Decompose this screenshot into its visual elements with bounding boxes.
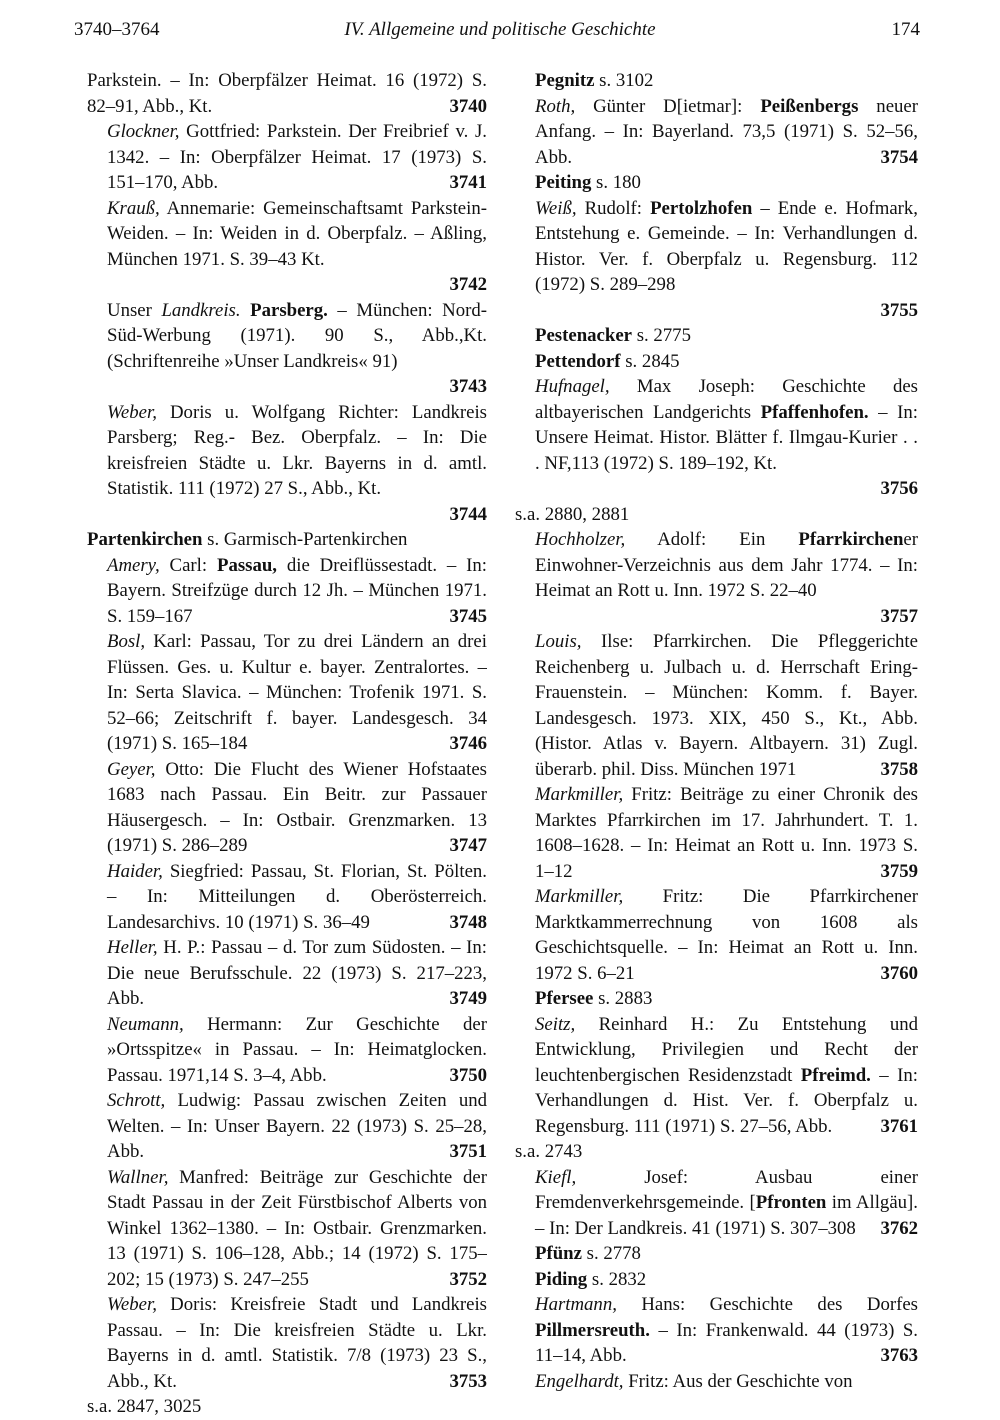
entry-text: Max Joseph: Geschichte des altbayerischen Landgerichts	[535, 376, 918, 423]
entry-3754	[515, 94, 918, 171]
entry-author: Schrott,	[107, 1090, 166, 1111]
entry-text: Fritz: Die Pfarrkirchener Marktkammerrechnung von 1608 als Geschichtsquelle. – In: Heimat an Rott u. Inn. 1972 S. 6–21	[535, 886, 918, 984]
entry-text: Siegfried: Passau, St. Florian, St. Pölten. – In: Mitteilungen d. Oberösterreich. Landesarchivs. 10 (1971) S. 36–49	[107, 860, 487, 933]
entry-author: Roth,	[535, 95, 576, 117]
entry-author: Haider,	[107, 860, 163, 882]
place-name: Passau,	[216, 554, 277, 576]
cross-reference	[515, 1241, 918, 1267]
entry-number: 3741	[449, 172, 487, 193]
place-name: Pfronten	[755, 1192, 827, 1213]
running-title: IV. Allgemeine und politische Geschichte	[344, 19, 656, 40]
entry-3742	[87, 196, 487, 273]
entry-text: Doris: Kreisfreie Stadt und Landkreis Passau. – In: Die kreisfreien Städte u. Lkr. Bayerns in d. amtl. Statistik. 7/8 (1973) 23 S., Abb., Kt.	[107, 1294, 487, 1392]
place-name: Pfarrkirchen	[798, 529, 904, 550]
entry-number: 3756	[880, 478, 918, 499]
entry-author: Geyer,	[107, 758, 156, 780]
entry-3757	[515, 527, 918, 604]
entry-author: Engelhardt,	[535, 1370, 624, 1392]
entry-3755	[515, 196, 918, 298]
entry-number: 3753	[449, 1370, 487, 1392]
entry-3749	[87, 935, 487, 1012]
entry-text: Hans: Geschichte des Dorfes	[616, 1294, 918, 1315]
entry-3740	[87, 68, 487, 119]
entry-text: s. 180	[591, 172, 641, 193]
place-name: Peißenbergs	[760, 95, 859, 117]
entry-author: Hartmann,	[535, 1294, 617, 1315]
place-name: Pfaffenhofen.	[760, 401, 869, 423]
entry-text: Fritz: Aus der Geschichte von	[623, 1370, 853, 1392]
entry-3758	[515, 629, 918, 782]
place-name: Pfersee	[535, 988, 594, 1009]
entry-text: Parkstein. – In: Oberpfälzer Heimat. 16 (1972) S. 82–91, Abb., Kt.	[87, 70, 487, 117]
entry-author: Heller,	[107, 937, 158, 958]
entry-author: Hochholzer,	[535, 529, 626, 550]
entry-text: s. 2832	[587, 1268, 647, 1290]
entry-number: 3749	[449, 988, 487, 1009]
place-name: Pegnitz	[535, 70, 595, 91]
entry-author: Seitz,	[535, 1013, 576, 1035]
entry-text: Ilse: Pfarrkirchen. Die Pfleggerichte Reichenberg u. Julbach u. d. Herrschaft Ering-Frauenstein. – München: Komm. f. Bayer. Landesgesch. 1973. XIX, 450 S., Kt., Abb. (Histor. Atlas v. Bayern. Altbayern. 31) Zugl. überarb. phil. Diss. München 1971	[535, 631, 918, 780]
entry-3762	[515, 1165, 918, 1242]
see-also: s.a. 2880, 2881	[515, 503, 630, 525]
page-number: 174	[891, 19, 920, 40]
entry-number: 3760	[880, 962, 918, 984]
entry-text: Günter D[ietmar]:	[575, 95, 761, 117]
entry-author: Neumann,	[107, 1013, 184, 1035]
entry-text: Manfred: Beiträge zur Geschichte der Stadt Passau in der Zeit Fürstbischof Alberts von Winkel 1362–1380. – In: Ostbair. Grenzmarken. 13 (1971) S. 106–128, Abb.; 14 (1972) S. 175–202; 15 (1973) S. 247–255	[107, 1166, 487, 1290]
entry-3759	[515, 782, 918, 884]
entry-text: Hermann: Zur Geschichte der »Ortsspitze« in Passau. – In: Heimatglocken. Passau. 1971,14 S. 3–4, Abb.	[107, 1013, 487, 1086]
entry-text: Annemarie: Gemeinschaftsamt Parkstein-Weiden. – In: Weiden in d. Oberpfalz. – Aßling, München 1971. S. 39–43 Kt.	[107, 197, 487, 270]
entry-number: 3759	[880, 860, 918, 882]
entry-text: s. 2845	[620, 350, 680, 372]
entry-3750	[87, 1012, 487, 1089]
entry-number: 3754	[880, 146, 918, 168]
entry-text: Doris u. Wolfgang Richter: Landkreis Parsberg; Reg.- Bez. Oberpfalz. – In: Die kreisfreien Städte u. Lkr. Bayerns in d. amtl. Statistik. 111 (1972) 27 S., Abb., Kt.	[107, 401, 487, 499]
entry-author: Weber,	[107, 401, 157, 423]
entry-number: 3750	[449, 1064, 487, 1086]
entry-text: s. Garmisch-Partenkirchen	[202, 529, 408, 550]
entry-text: Ludwig: Passau zwischen Zeiten und Welten. – In: Unser Bayern. 22 (1973) S. 25–28, Abb.	[107, 1090, 487, 1162]
cross-reference	[515, 986, 918, 1012]
entry-author: Krauß,	[107, 197, 160, 219]
entry-text: neuer Anfang. – In: Bayerland. 73,5 (1971) S. 52–56, Abb.	[535, 95, 918, 168]
cross-reference	[87, 527, 487, 553]
entry-text: Fritz: Beiträge zu einer Chronik des Marktes Pfarrkirchen im 17. Jahrhundert. T. 1. 1608–1628. – In: Heimat an Rott u. Inn. 1973 S. 1–12	[535, 784, 918, 882]
entry-text: er Einwohner-Verzeichnis aus dem Jahr 1774. – In: Heimat an Rott u. Inn. 1972 S. 22–40	[535, 529, 918, 601]
entry-number: 3761	[880, 1115, 918, 1137]
entry-number: 3757	[880, 605, 918, 627]
entry-author: Hufnagel,	[535, 376, 610, 397]
entry-3741	[87, 119, 487, 196]
left-column	[87, 68, 487, 1420]
entry-3753	[87, 1292, 487, 1394]
place-name: Pillmersreuth.	[535, 1319, 650, 1341]
entry-text: Gottfried: Parkstein. Der Freibrief v. J. 1342. – In: Oberpfälzer Heimat. 17 (1973) S. 151–170, Abb.	[107, 121, 487, 193]
cross-reference	[515, 349, 918, 375]
entry-text: H. P.: Passau – d. Tor zum Südosten. – In: Die neue Berufsschule. 22 (1973) S. 217–223, Abb.	[107, 937, 487, 1009]
entry-author: Weber,	[107, 1294, 157, 1315]
entry-number: 3752	[449, 1268, 487, 1290]
entry-3748	[87, 859, 487, 936]
entry-number: 3742	[449, 274, 487, 295]
entry-author: Glockner,	[107, 121, 180, 142]
cross-reference	[515, 1267, 918, 1293]
entry-3747	[87, 757, 487, 859]
entry-3746	[87, 629, 487, 757]
entry-text: Otto: Die Flucht des Wiener Hofstaates 1683 nach Passau. Ein Beitr. zur Passauer Häusergesch. – In: Ostbair. Grenzmarken. 13 (1971) S. 286–289	[107, 758, 487, 856]
entry-author: Kiefl,	[535, 1166, 577, 1188]
entry-number: 3758	[880, 758, 918, 780]
entry-3760	[515, 884, 918, 986]
place-name: Pertolzhofen	[650, 197, 753, 219]
place-name: Pestenacker	[535, 325, 632, 346]
entry-text: s. 2883	[593, 988, 653, 1009]
entry-number: 3743	[449, 376, 487, 397]
entry-author: Markmiller,	[535, 886, 624, 907]
entry-3743	[87, 298, 487, 375]
entry-number: 3746	[449, 733, 487, 754]
entry-number: 3751	[449, 1141, 487, 1162]
entry-text: Rudolf:	[576, 197, 651, 219]
see-also: s.a. 2743	[515, 1141, 583, 1162]
cross-reference	[515, 323, 918, 349]
entry-author: Amery,	[107, 554, 160, 576]
entry-author: Louis,	[535, 631, 582, 652]
entry-3752	[87, 1165, 487, 1293]
entry-title-italic: Landkreis.	[161, 299, 241, 321]
entry-text: Karl: Passau, Tor zu drei Ländern an drei Flüssen. Ges. u. Kultur e. bayer. Zentralortes. – In: Serta Slavica. – München: Trofenik 1971. S. 52–66; Zeitschrift f. bayer. Landesgesch. 34 (1971) S. 165–184	[107, 631, 487, 754]
entry-text: – In: Verhandlungen d. Hist. Ver. f. Oberpfalz u. Regensburg. 111 (1971) S. 27–56, Abb.	[535, 1064, 918, 1137]
entry-text: – Ende e. Hofmark, Entstehung e. Gemeinde. – In: Verhandlungen d. Histor. Ver. f. Oberpfalz u. Regensburg. 112 (1972) S. 289–298	[535, 197, 918, 295]
entry-text: – München: Nord-Süd-Werbung (1971). 90 S., Abb.,Kt. (Schriftenreihe »Unser Landkreis« 91)	[107, 299, 487, 372]
entry-number: 3755	[880, 299, 918, 321]
entry-3745	[87, 553, 487, 630]
entry-text: – In: Unsere Heimat. Histor. Blätter f. Ilmgau-Kurier . . . NF,113 (1972) S. 189–192, Kt.	[535, 401, 918, 474]
place-name: Pfünz	[535, 1243, 582, 1264]
entry-author: Markmiller,	[535, 784, 624, 805]
entry-number: 3740	[449, 95, 487, 117]
entry-3761	[515, 1012, 918, 1140]
right-column	[515, 68, 918, 1394]
entry-text: Josef: Ausbau einer Fremdenverkehrsgemeinde. [	[535, 1166, 918, 1213]
entry-author: Wallner,	[107, 1166, 169, 1188]
entry-text: Unser	[107, 299, 162, 321]
entry-text: die Dreiflüssestadt. – In: Bayern. Streifzüge durch 12 Jh. – München 1971. S. 159–167	[107, 554, 487, 627]
entry-3764	[515, 1369, 918, 1395]
entry-number: 3763	[880, 1345, 918, 1366]
entry-text: im Allgäu]. – In: Der Landkreis. 41 (1971) S. 307–308	[535, 1192, 918, 1239]
cross-reference	[515, 170, 918, 196]
cross-reference	[515, 68, 918, 94]
entry-number: 3745	[449, 605, 487, 627]
place-name: Pfreimd.	[800, 1064, 871, 1086]
entry-author: Weiß,	[535, 197, 577, 219]
place-name: Pettendorf	[535, 350, 621, 372]
entry-3751	[87, 1088, 487, 1165]
entry-text: s. 2775	[632, 325, 691, 346]
entry-number: 3762	[880, 1217, 918, 1239]
entry-number: 3748	[449, 911, 487, 933]
entry-3763	[515, 1292, 918, 1369]
entry-number: 3747	[449, 835, 487, 856]
entry-number: 3744	[449, 503, 487, 525]
entry-text: Reinhard H.: Zu Entstehung und Entwicklung, Privilegien und Recht der leuchtenbergischen Residenzstadt	[535, 1013, 918, 1086]
entry-text: Carl:	[159, 554, 217, 576]
entry-text: Adolf: Ein	[625, 529, 799, 550]
entry-range: 3740–3764	[74, 19, 160, 40]
see-also: s.a. 2847, 3025	[87, 1396, 202, 1417]
place-name: Parsberg.	[240, 299, 328, 321]
entry-text: s. 3102	[594, 70, 654, 91]
entry-text: – In: Frankenwald. 44 (1973) S. 11–14, Abb.	[535, 1319, 918, 1366]
entry-3756	[515, 374, 918, 476]
entry-text: s. 2778	[581, 1243, 641, 1264]
place-name: Partenkirchen	[87, 529, 203, 550]
place-name: Peiting	[535, 172, 592, 193]
entry-author: Bosl,	[107, 631, 146, 652]
entry-3744	[87, 400, 487, 502]
place-name: Piding	[535, 1268, 588, 1290]
